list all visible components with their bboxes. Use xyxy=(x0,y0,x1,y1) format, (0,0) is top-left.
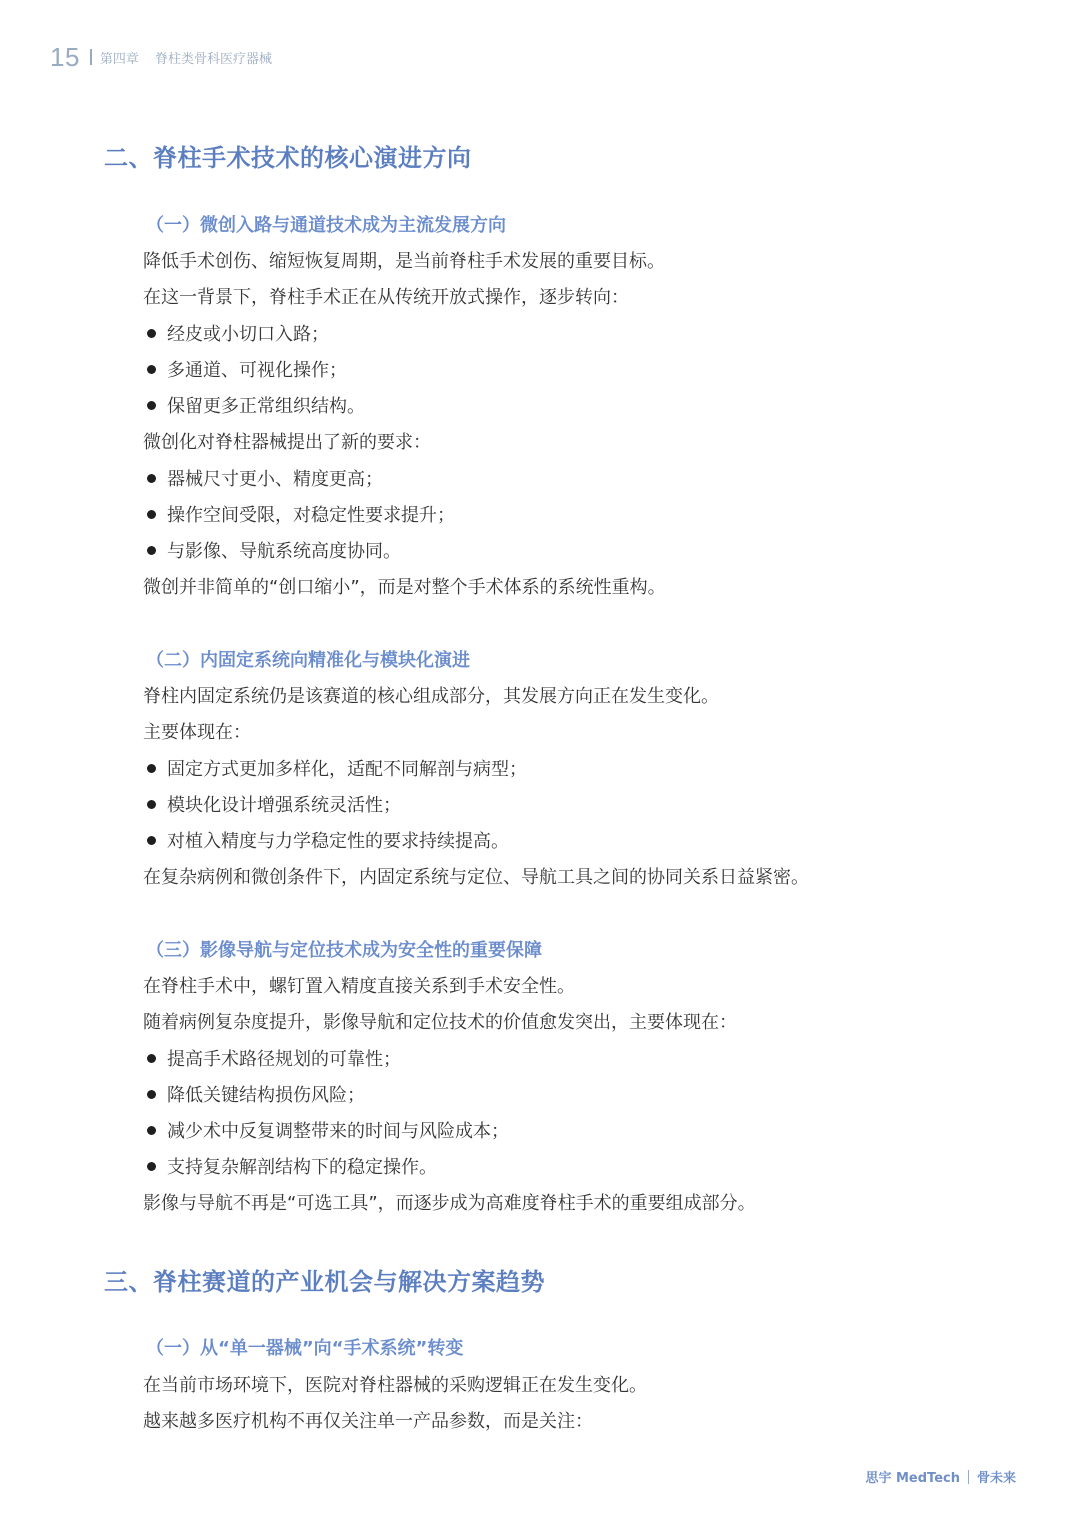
bullet-icon xyxy=(147,1126,156,1135)
list-item-text: 经皮或小切口入路； xyxy=(167,324,329,345)
list-item-text: 提高手术路径规划的可靠性； xyxy=(167,1049,401,1070)
paragraph: 脊柱内固定系统仍是该赛道的核心组成部分，其发展方向正在发生变化。 xyxy=(143,686,719,707)
list-item xyxy=(147,1153,437,1179)
paragraph: 在脊柱手术中，螺钉置入精度直接关系到手术安全性。 xyxy=(143,976,575,997)
list-item-text: 模块化设计增强系统灵活性； xyxy=(167,795,401,816)
list-item xyxy=(147,791,401,817)
section-heading-3: 三、脊柱赛道的产业机会与解决方案趋势 xyxy=(104,1268,545,1296)
chapter-label: 第四章 xyxy=(99,51,139,67)
list-item xyxy=(147,1045,401,1071)
subsection-heading-2-3: （三）影像导航与定位技术成为安全性的重要保障 xyxy=(146,940,542,961)
list-item-text: 保留更多正常组织结构。 xyxy=(167,396,365,417)
bullet-icon xyxy=(147,401,156,410)
bullet-icon xyxy=(147,329,156,338)
list-item xyxy=(147,356,347,382)
page-footer xyxy=(865,1467,1016,1486)
list-item-text: 多通道、可视化操作； xyxy=(167,360,347,381)
bullet-icon xyxy=(147,546,156,555)
bullet-icon xyxy=(147,800,156,809)
list-item xyxy=(147,827,509,853)
paragraph: 随着病例复杂度提升，影像导航和定位技术的价值愈发突出，主要体现在： xyxy=(143,1012,737,1033)
paragraph: 在这一背景下，脊柱手术正在从传统开放式操作，逐步转向： xyxy=(143,287,629,308)
slogan-label: 骨未来 xyxy=(976,1471,1016,1486)
chapter-title: 脊柱类骨科医疗器械 xyxy=(154,51,272,67)
list-item xyxy=(147,501,455,527)
page-header xyxy=(50,40,272,74)
subsection-heading-3-1: （一）从“单一器械”向“手术系统”转变 xyxy=(146,1338,464,1359)
bullet-icon xyxy=(147,510,156,519)
paragraph: 越来越多医疗机构不再仅关注单一产品参数，而是关注： xyxy=(143,1411,593,1432)
list-item-text: 支持复杂解剖结构下的稳定操作。 xyxy=(167,1157,437,1178)
list-item xyxy=(147,537,401,563)
bullet-icon xyxy=(147,764,156,773)
paragraph: 微创并非简单的“创口缩小”，而是对整个手术体系的系统性重构。 xyxy=(143,577,666,598)
paragraph: 微创化对脊柱器械提出了新的要求： xyxy=(143,432,431,453)
footer-divider xyxy=(968,1470,969,1484)
bullet-icon xyxy=(147,365,156,374)
list-item-text: 与影像、导航系统高度协同。 xyxy=(167,541,401,562)
bullet-icon xyxy=(147,474,156,483)
paragraph: 降低手术创伤、缩短恢复周期，是当前脊柱手术发展的重要目标。 xyxy=(143,251,665,272)
header-divider xyxy=(90,49,92,65)
list-item xyxy=(147,320,329,346)
brand-label: 思宇 MedTech xyxy=(865,1471,960,1486)
bullet-icon xyxy=(147,1054,156,1063)
list-item-text: 固定方式更加多样化，适配不同解剖与病型； xyxy=(167,759,527,780)
list-item-text: 器械尺寸更小、精度更高； xyxy=(167,469,383,490)
paragraph: 主要体现在： xyxy=(143,722,251,743)
list-item-text: 降低关键结构损伤风险； xyxy=(167,1085,365,1106)
bullet-icon xyxy=(147,1162,156,1171)
list-item xyxy=(147,465,383,491)
paragraph: 在复杂病例和微创条件下，内固定系统与定位、导航工具之间的协同关系日益紧密。 xyxy=(143,867,809,888)
paragraph: 影像与导航不再是“可选工具”，而逐步成为高难度脊柱手术的重要组成部分。 xyxy=(143,1193,756,1214)
paragraph: 在当前市场环境下，医院对脊柱器械的采购逻辑正在发生变化。 xyxy=(143,1375,647,1396)
list-item xyxy=(147,392,365,418)
list-item xyxy=(147,755,527,781)
list-item xyxy=(147,1117,509,1143)
list-item-text: 操作空间受限，对稳定性要求提升； xyxy=(167,505,455,526)
list-item-text: 对植入精度与力学稳定性的要求持续提高。 xyxy=(167,831,509,852)
list-item xyxy=(147,1081,365,1107)
page-number: 15 xyxy=(50,41,80,72)
bullet-icon xyxy=(147,836,156,845)
list-item-text: 减少术中反复调整带来的时间与风险成本； xyxy=(167,1121,509,1142)
subsection-heading-2-2: （二）内固定系统向精准化与模块化演进 xyxy=(146,650,470,671)
bullet-icon xyxy=(147,1090,156,1099)
section-heading-2: 二、脊柱手术技术的核心演进方向 xyxy=(104,144,472,172)
subsection-heading-2-1: （一）微创入路与通道技术成为主流发展方向 xyxy=(146,215,506,236)
